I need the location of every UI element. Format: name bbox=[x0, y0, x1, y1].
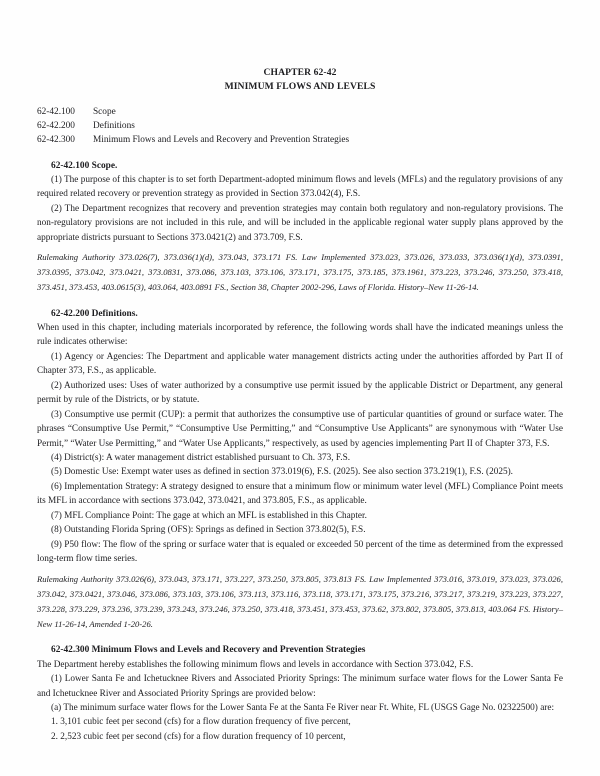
document-header bbox=[37, 66, 563, 94]
paragraph: (a) The minimum surface water flows for the Lower Santa Fe at the Santa Fe River near Ft. White, FL (USGS Gage No. 02322500) are: bbox=[51, 702, 555, 713]
paragraph: The Department hereby establishes the following minimum flows and levels in accordance with Section 373.042, F.S. bbox=[37, 659, 474, 670]
paragraph: (3) Consumptive use permit (CUP): a permit that authorizes the consumptive use of particular quantities of ground or surface water. The phrases “Consumptive Use Permit,” “Consumptive Use Permitting,” and “Consumptive Use Applicants” are synonymous with “Water Use Permit,” “Water Use Permitting,” and “Water Use Applicants,” respectively, as used by agencies implementing Part II of Chapter 373, F.S. bbox=[37, 409, 563, 449]
toc-row bbox=[37, 119, 563, 133]
toc-rule-title: Definitions bbox=[93, 121, 135, 132]
paragraph: (1) The purpose of this chapter is to set forth Department-adopted minimum flows and levels (MFLs) and the regulatory provisions of any required related recovery or prevention strategy as provided in Section 373.042(4), F.S. bbox=[37, 174, 563, 200]
chapter-number-heading: CHAPTER 62-42 bbox=[263, 67, 337, 78]
toc-row bbox=[37, 133, 563, 147]
toc-rule-number: 62-42.300 bbox=[37, 135, 75, 146]
toc-rule-number: 62-42.200 bbox=[37, 121, 75, 132]
section-heading: 62-42.300 Minimum Flows and Levels and Recovery and Prevention Strategies bbox=[51, 645, 366, 656]
toc-rule-number: 62-42.100 bbox=[37, 107, 75, 117]
section-heading: 62-42.200 Definitions. bbox=[51, 308, 138, 319]
rulemaking-authority-note: Rulemaking Authority 373.026(6), 373.043, 373.171, 373.227, 373.250, 373.805, 373.813 FS. Law Implemented 373.016, 373.019, 373.023, 373.026, 373.042, 373.0421, 373.046, 373.086, 373.103, 373.106, 373.113, 373.116, 373.118, 373.171, 373.175, 373.216, 373.217, 373.219, 373.223, 373.227, 373.228, 373.229, 373.236, 373.239, 373.243, 373.246, 373.250, 373.418, 373.451, 373.453, 373.62, 373.802, 373.805, 373.813, 403.064 FS. History–New 11-26-14, Amended 1-20-26. bbox=[37, 573, 563, 630]
table-of-contents bbox=[37, 105, 563, 148]
paragraph: (4) District(s): A water management district established pursuant to Ch. 373, F.S. bbox=[51, 452, 351, 463]
section-heading: 62-42.100 Scope. bbox=[51, 160, 118, 171]
paragraph: When used in this chapter, including materials incorporated by reference, the following words shall have the indicated meanings unless the rule indicates otherwise: bbox=[37, 322, 563, 348]
paragraph: (5) Domestic Use: Exempt water uses as defined in section 373.019(6), F.S. (2025). See also section 373.219(1), F.S. (2025). bbox=[51, 467, 513, 478]
chapter-title-heading: MINIMUM FLOWS AND LEVELS bbox=[224, 81, 376, 92]
paragraph: (6) Implementation Strategy: A strategy designed to ensure that a minimum flow or minimum water level (MFL) Compliance Point meets its MFL in accordance with sections 373.042, 373.0421, and 373.805, F.S., as applicable. bbox=[37, 481, 563, 507]
paragraph: (1) Agency or Agencies: The Department and applicable water management districts acting under the authorities afforded by Part II of Chapter 373, F.S., as applicable. bbox=[37, 351, 563, 377]
paragraph: 1. 3,101 cubic feet per second (cfs) for a flow duration frequency of five percent, bbox=[51, 717, 351, 728]
toc-rule-title: Scope bbox=[93, 107, 116, 117]
paragraph: (9) P50 flow: The flow of the spring or surface water that is equaled or exceeded 50 percent of the time as determined from the expressed long-term flow time series. bbox=[37, 539, 563, 565]
paragraph: (2) The Department recognizes that recovery and prevention strategies may contain both regulatory and non-regulatory provisions. The non-regulatory provisions are not included in this rule, and will be included in the applicable regional water supply plans approved by the appropriate districts pursuant to Sections 373.0421(2) and 373.709, F.S. bbox=[37, 203, 563, 243]
toc-rule-title: Minimum Flows and Levels and Recovery and Prevention Strategies bbox=[93, 135, 350, 146]
section-62-42-100 bbox=[37, 159, 563, 296]
paragraph: (2) Authorized uses: Uses of water authorized by a consumptive use permit issued by the applicable District or Department, any general permit by rule of the Districts, or by statute. bbox=[37, 380, 563, 406]
toc-row bbox=[37, 105, 563, 119]
paragraph: (8) Outstanding Florida Spring (OFS): Springs as defined in Section 373.802(5), F.S. bbox=[51, 525, 366, 536]
paragraph: 2. 2,523 cubic feet per second (cfs) for a flow duration frequency of 10 percent, bbox=[51, 731, 346, 742]
paragraph: (7) MFL Compliance Point: The gage at which an MFL is established in this Chapter. bbox=[51, 510, 367, 521]
paragraph: (1) Lower Santa Fe and Ichetucknee Rivers and Associated Priority Springs: The minimum surface water flows for the Lower Santa Fe and Ichetucknee River and Associated Priority Springs are provided below: bbox=[37, 674, 563, 699]
section-62-42-300 bbox=[37, 643, 563, 744]
rulemaking-authority-note: Rulemaking Authority 373.026(7), 373.036(1)(d), 373.043, 373.171 FS. Law Implemented 373.023, 373.026, 373.033, 373.036(1)(d), 373.0391, 373.0395, 373.042, 373.0421, 373.0831, 373.086, 373.103, 373.106, 373.171, 373.175, 373.185, 373.1961, 373.223, 373.246, 373.250, 373.418, 373.451, 373.453, 403.0615(3), 403.064, 403.0891 FS., Section 38, Chapter 2002-296, Laws of Florida. History–New 11-26-14. bbox=[37, 252, 563, 293]
section-62-42-200 bbox=[37, 307, 563, 633]
